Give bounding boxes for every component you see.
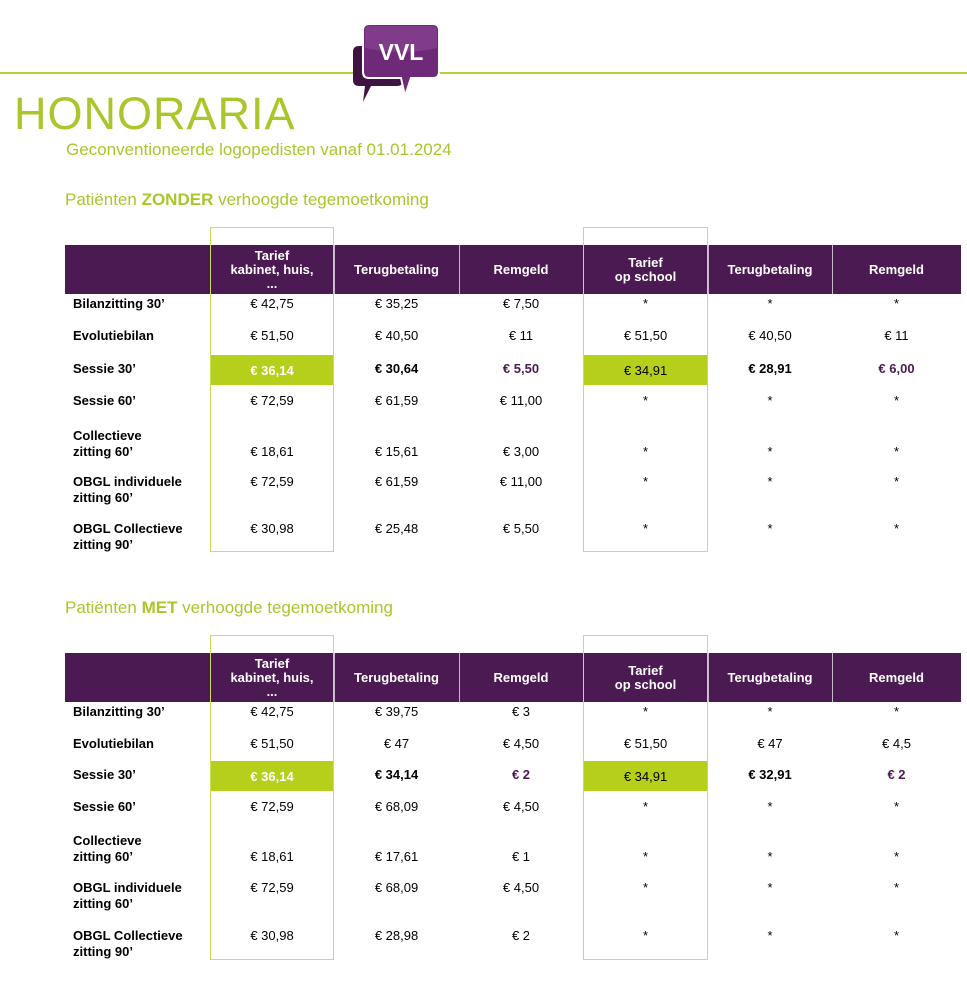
table-cell: € 51,50 (250, 736, 294, 751)
column-header: Remgeld (869, 261, 924, 277)
table-cell: € 34,91 (623, 362, 668, 378)
table-cell: * (642, 393, 649, 408)
table-cell: * (767, 928, 773, 943)
table-cell: * (642, 296, 649, 311)
table-cell: * (893, 880, 900, 895)
table-cell: * (893, 799, 900, 814)
table-cell: * (767, 521, 773, 536)
column-header: Terugbetaling (354, 669, 439, 685)
vvl-logo (349, 22, 441, 104)
table-cell: € 17,61 (374, 849, 419, 864)
table-cell: € 51,50 (623, 328, 668, 343)
page-title: HONORARIA (14, 88, 296, 139)
table-cell: € 35,25 (374, 296, 419, 311)
table-cell: € 42,75 (250, 296, 294, 311)
section-title-zonder: Patiënten ZONDER verhoogde tegemoetkoming (65, 190, 429, 209)
table-cell: € 51,50 (250, 328, 294, 343)
column-header: Tarief op school (614, 662, 677, 692)
table-cell: € 61,59 (374, 393, 419, 408)
table-cell: € 5,50 (502, 521, 540, 536)
section-title-met: Patiënten MET verhoogde tegemoetkoming (65, 598, 393, 617)
table-cell: * (893, 444, 900, 459)
table-cell: * (767, 474, 773, 489)
table-cell: € 6,00 (878, 361, 915, 376)
table-cell: € 18,61 (250, 444, 294, 459)
table-cell: * (642, 474, 649, 489)
table-cell: € 28,98 (374, 928, 419, 943)
table-cell: * (893, 521, 900, 536)
row-label: Collectieve zitting 60’ (73, 428, 142, 459)
row-label: OBGL individuele zitting 60’ (73, 474, 182, 505)
table-header (65, 653, 961, 702)
table-cell: € 68,09 (374, 799, 419, 814)
table-cell: € 1 (511, 849, 531, 864)
column-header: Remgeld (869, 669, 924, 685)
column-header: Terugbetaling (727, 261, 813, 277)
table-cell: € 40,50 (748, 328, 792, 343)
table-cell: * (642, 928, 649, 943)
row-label: OBGL Collectieve zitting 90’ (73, 928, 183, 959)
column-header: Remgeld (493, 261, 549, 277)
table-cell: € 11 (884, 328, 909, 343)
table-header (65, 245, 961, 294)
table-cell: € 72,59 (250, 799, 294, 814)
table-cell: € 7,50 (502, 296, 540, 311)
table-cell: € 11,00 (499, 393, 543, 408)
row-label: Evolutiebilan (73, 328, 154, 343)
table-cell: * (642, 444, 649, 459)
table-cell: € 47 (757, 736, 783, 751)
table-cell: € 3 (511, 704, 531, 719)
table-cell: € 72,59 (250, 393, 294, 408)
table-cell: € 4,5 (882, 736, 911, 751)
table-cell: € 4,50 (502, 880, 540, 895)
table-cell: € 51,50 (623, 736, 668, 751)
table-cell: € 2 (511, 928, 531, 943)
tarief-column-frame (583, 227, 708, 552)
table-cell: € 2 (511, 767, 531, 782)
table-cell: € 42,75 (250, 704, 294, 719)
table-cell: € 3,00 (502, 444, 540, 459)
table-cell: * (893, 296, 900, 311)
page-subtitle: Geconventioneerde logopedisten vanaf 01.01.2024 (66, 140, 452, 159)
tarief-column-frame (210, 227, 334, 552)
column-header: Tarief op school (614, 254, 677, 284)
table-cell: € 4,50 (502, 799, 540, 814)
table-cell: € 25,48 (374, 521, 419, 536)
row-label: Sessie 60’ (73, 393, 136, 408)
table-cell: € 36,14 (250, 362, 294, 378)
table-cell: € 2 (887, 767, 906, 782)
table-cell: € 30,64 (374, 361, 419, 376)
column-header: Tarief kabinet, huis, ... (230, 655, 314, 699)
row-label: OBGL individuele zitting 60’ (73, 880, 182, 911)
table-cell: * (642, 521, 649, 536)
row-label: Evolutiebilan (73, 736, 154, 751)
table-cell: € 47 (383, 736, 410, 751)
table-cell: * (893, 704, 900, 719)
table-cell: € 11,00 (499, 474, 543, 489)
table-cell: * (767, 444, 773, 459)
table-cell: € 61,59 (374, 474, 419, 489)
table-cell: € 5,50 (502, 361, 540, 376)
table-cell: * (893, 393, 900, 408)
table-cell: * (767, 880, 773, 895)
column-header: Tarief kabinet, huis, ... (230, 247, 314, 291)
row-label: Sessie 60’ (73, 799, 136, 814)
column-header: Terugbetaling (727, 669, 813, 685)
table-cell: € 72,59 (250, 474, 294, 489)
table-cell: * (642, 849, 649, 864)
logo-text: VVL (378, 39, 424, 65)
row-label: OBGL Collectieve zitting 90’ (73, 521, 183, 552)
table-cell: € 28,91 (748, 361, 792, 376)
table-cell: € 18,61 (250, 849, 294, 864)
table-cell: * (767, 296, 773, 311)
tarief-column-frame (210, 635, 334, 960)
table-cell: € 40,50 (374, 328, 419, 343)
table-cell: € 15,61 (374, 444, 419, 459)
table-cell: * (893, 474, 900, 489)
table-cell: € 34,14 (374, 767, 419, 782)
table-cell: € 30,98 (250, 521, 294, 536)
table-cell: * (893, 928, 900, 943)
table-cell: € 36,14 (250, 768, 294, 784)
tarief-column-frame (583, 635, 708, 960)
table-cell: * (642, 799, 649, 814)
row-label: Collectieve zitting 60’ (73, 833, 142, 864)
column-header: Remgeld (493, 669, 549, 685)
table-cell: * (767, 799, 773, 814)
table-cell: € 68,09 (374, 880, 419, 895)
table-cell: € 11 (508, 328, 534, 343)
table-cell: * (642, 704, 649, 719)
table-cell: € 30,98 (250, 928, 294, 943)
table-cell: € 4,50 (502, 736, 540, 751)
table-cell: * (642, 880, 649, 895)
table-cell: * (767, 704, 773, 719)
row-label: Sessie 30’ (73, 767, 136, 782)
table-cell: € 39,75 (374, 704, 419, 719)
table-cell: € 34,91 (623, 768, 668, 784)
table-cell: * (767, 393, 773, 408)
table-cell: * (767, 849, 773, 864)
header-rule (0, 72, 967, 74)
table-cell: € 32,91 (748, 767, 792, 782)
row-label: Bilanzitting 30’ (73, 704, 165, 719)
column-header: Terugbetaling (354, 261, 439, 277)
table-cell: * (893, 849, 900, 864)
row-label: Sessie 30’ (73, 361, 136, 376)
row-label: Bilanzitting 30’ (73, 296, 165, 311)
table-cell: € 72,59 (250, 880, 294, 895)
